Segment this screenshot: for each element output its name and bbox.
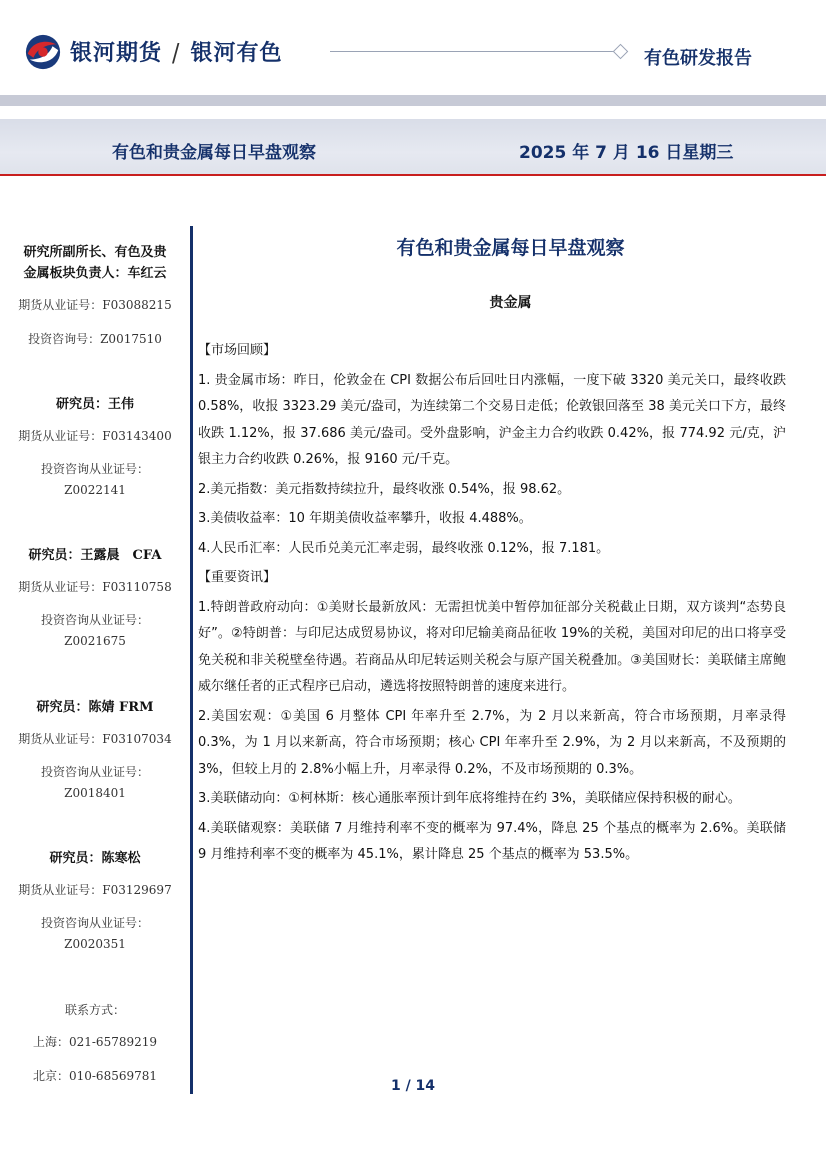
news-paragraph: 1.特朗普政府动向：①美财长最新放风：无需担忧美中暂停加征部分关税截止日期，双方谈判“态势良好”。②特朗普：与印尼达成贸易协议，将对印尼输美商品征收 19%的关税，美国对印尼的出口将享受免关税和非关税壁垒待遇。若商品从印尼转运则关税会与原产国关税叠加。③美国财长：美联储主席鲍威尔继任者的正式程序已启动，遴选将按照特朗普的速度来进行。 (198, 599, 786, 694)
lead-title-line2: 金属板块负责人：车红云 (23, 266, 167, 281)
banner-date: 2025 年 7 月 16 日星期三 (519, 143, 734, 163)
analyst-name: 研究员：陈寒松 (49, 851, 141, 866)
analyst-invest-cert: Z0021675 (64, 634, 126, 648)
analyst-futures-cert: 期货从业证号：F03129697 (18, 883, 172, 897)
section-heading-review: 【市场回顾】 (198, 343, 277, 358)
analyst-futures-cert: 期货从业证号：F03143400 (18, 429, 172, 443)
banner-title: 有色和贵金属每日早盘观察 (112, 143, 316, 163)
sidebar-divider (190, 226, 193, 1094)
galaxy-logo-icon (24, 33, 62, 71)
header-rule (330, 51, 622, 52)
diamond-icon (613, 44, 629, 60)
brand-name (70, 36, 282, 67)
brand-primary: 银河期货 (70, 41, 163, 66)
analyst-invest-label: 投资咨询从业证号： (40, 613, 149, 627)
header-stripe (0, 95, 826, 106)
section-subtitle: 贵金属 (489, 295, 532, 311)
review-paragraph: 2.美元指数：美元指数持续拉升，最终收涨 0.54%，报 98.62。 (198, 481, 571, 497)
banner-underline (0, 174, 826, 176)
analyst-invest-cert: Z0022141 (64, 483, 126, 497)
analyst-invest-cert: Z0020351 (64, 937, 126, 951)
brand-secondary: 银河有色 (190, 41, 283, 66)
document-title: 有色和贵金属每日早盘观察 (396, 237, 625, 259)
analyst-invest-cert: Z0018401 (64, 786, 126, 800)
analyst-name: 研究员：王露晨 CFA (28, 548, 162, 563)
news-paragraph: 3.美联储动向：①柯林斯：核心通胀率预计到年底将维持在约 3%，美联储应保持积极的耐心。 (198, 791, 741, 806)
report-type: 有色研发报告 (644, 48, 752, 69)
report-body (198, 338, 786, 872)
lead-invest-cert: 投资咨询号：Z0017510 (28, 332, 162, 346)
analyst-invest-label: 投资咨询从业证号： (40, 462, 149, 476)
news-paragraph: 4.美联储观察：美联储 7 月维持利率不变的概率为 97.4%，降息 25 个基点的概率为 2.6%。美联储 9 月维持利率不变的概率为 45.1%，累计降息 25 个基点的概率为 53.5%。 (198, 820, 786, 862)
analyst-name: 研究员：王伟 (55, 397, 134, 412)
contact-shanghai: 上海：021-65789219 (32, 1035, 158, 1049)
analyst-futures-cert: 期货从业证号：F03107034 (18, 732, 172, 746)
analyst-futures-cert: 期货从业证号：F03110758 (18, 580, 172, 594)
analyst-name: 研究员：陈婧 FRM (36, 700, 154, 715)
analyst-invest-label: 投资咨询从业证号： (40, 916, 149, 930)
contact-beijing: 北京：010-68569781 (32, 1069, 158, 1083)
news-paragraph: 2.美国宏观：①美国 6 月整体 CPI 年率升至 2.7%，为 2 月以来新高，符合市场预期，月率录得 0.3%，为 1 月以来新高，符合市场预期；核心 CPI 年率升至 2.9%，为 2 月以来新高，不及预期的 3%，但较上月的 2.8%小幅上升，月率录得 0.2%，不及市场预期的 0.3%。 (198, 708, 786, 777)
review-paragraph: 4.人民币汇率：人民币兑美元汇率走弱，最终收涨 0.12%，报 7.181。 (198, 540, 610, 556)
page-number: 1 / 14 (390, 1078, 436, 1094)
review-paragraph: 1. 贵金属市场：昨日，伦敦金在 CPI 数据公布后回吐日内涨幅，一度下破 3320 美元关口，最终收跌 0.58%，收报 3323.29 美元/盎司，为连续第二个交易日走低；伦敦银回落至 38 美元关口下方，最终收跌 1.12%，报 37.686 美元/盎司。受外盘影响，沪金主力合约收跌 0.42%，报 774.92 元/克，沪银主力合约收跌 0.26%，报 9160 元/千克。 (198, 372, 786, 467)
lead-title-line1: 研究所副所长、有色及贵 (23, 245, 167, 260)
lead-futures-cert: 期货从业证号：F03088215 (18, 298, 172, 312)
analyst-invest-label: 投资咨询从业证号： (40, 765, 149, 779)
brand-divider: / (172, 39, 181, 68)
contact-label: 联系方式： (64, 1003, 125, 1017)
review-paragraph: 3.美债收益率：10 年期美债收益率攀升，收报 4.488%。 (198, 511, 532, 526)
section-heading-news: 【重要资讯】 (198, 570, 277, 585)
